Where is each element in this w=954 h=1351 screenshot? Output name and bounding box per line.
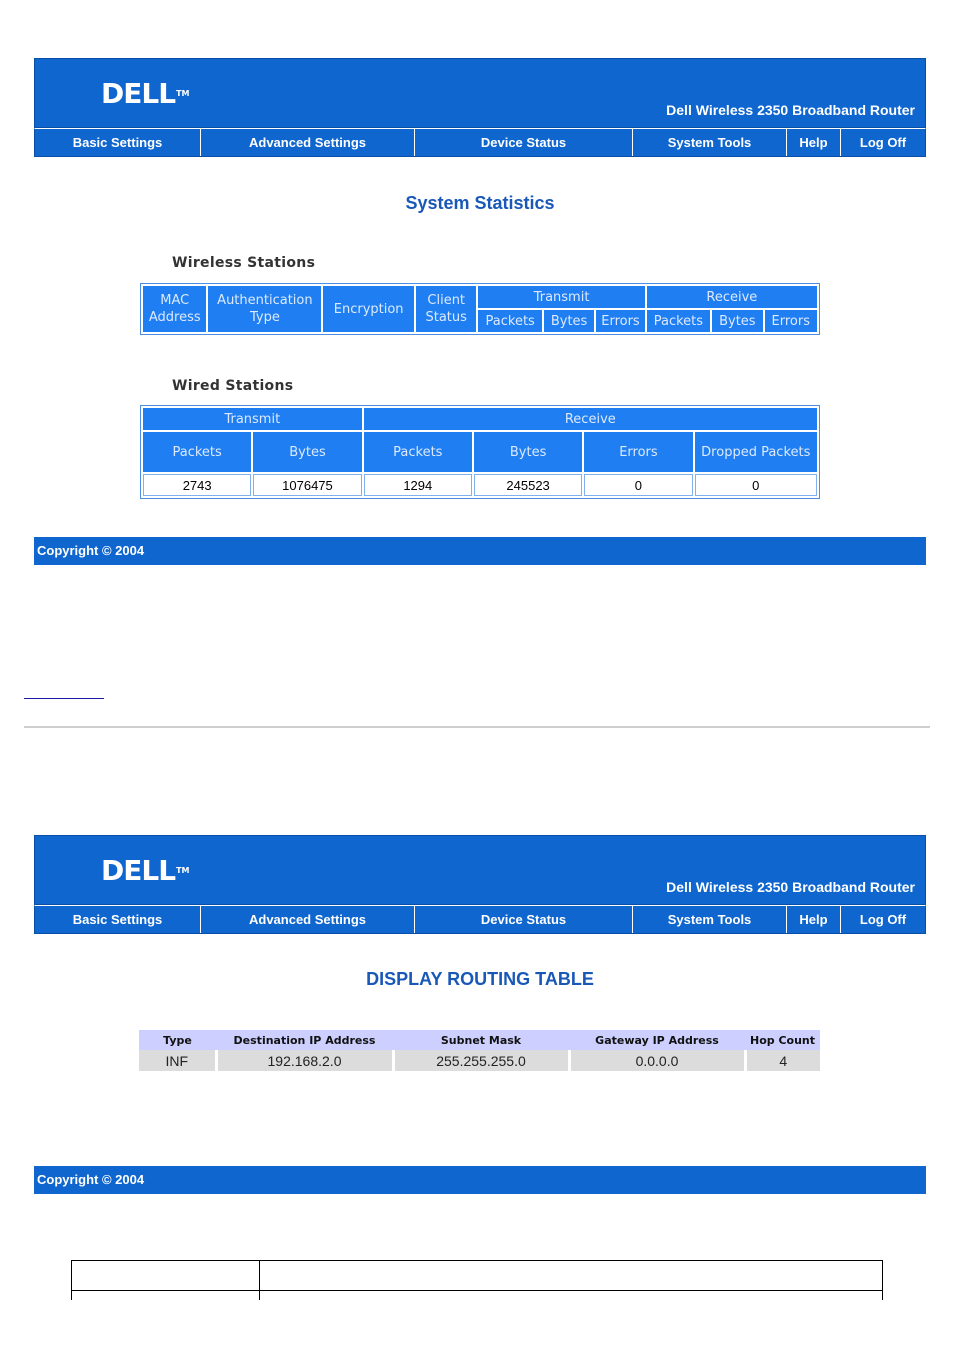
col-rx-dropped-packets: Dropped Packets bbox=[695, 432, 817, 472]
system-statistics-screenshot bbox=[34, 58, 926, 558]
group-receive: Receive bbox=[647, 286, 817, 308]
nav-advanced-settings[interactable]: Advanced Settings bbox=[201, 906, 415, 933]
empty-table bbox=[71, 1260, 883, 1300]
product-name: Dell Wireless 2350 Broadband Router bbox=[666, 102, 915, 118]
hop-count-value: 4 bbox=[745, 1050, 820, 1071]
col-client-status: Client Status bbox=[416, 286, 476, 332]
col-destination-ip: Destination IP Address bbox=[216, 1030, 393, 1050]
nav-system-tools[interactable]: System Tools bbox=[633, 906, 787, 933]
col-tx-packets: Packets bbox=[478, 310, 541, 332]
table-row bbox=[139, 1050, 820, 1071]
col-mac-address: MAC Address bbox=[143, 286, 206, 332]
tx-packets-value: 2743 bbox=[143, 474, 251, 496]
dell-logo: DELL™ bbox=[101, 854, 190, 887]
nav-log-off[interactable]: Log Off bbox=[859, 912, 907, 927]
col-tx-bytes: Bytes bbox=[544, 310, 594, 332]
table-row bbox=[143, 474, 817, 496]
page-title: DISPLAY ROUTING TABLE bbox=[366, 969, 594, 989]
dell-logo: DELL™ bbox=[101, 77, 190, 110]
group-receive: Receive bbox=[364, 408, 817, 430]
wireless-stations-label: Wireless Stations bbox=[172, 255, 316, 271]
nav-basic-settings[interactable]: Basic Settings bbox=[35, 906, 201, 933]
destination-ip-value: 192.168.2.0 bbox=[216, 1050, 393, 1071]
col-subnet-mask: Subnet Mask bbox=[393, 1030, 569, 1050]
col-type: Type bbox=[139, 1030, 216, 1050]
nav-advanced-settings[interactable]: Advanced Settings bbox=[201, 129, 415, 156]
table-column-divider bbox=[259, 1261, 260, 1300]
rx-packets-value: 1294 bbox=[364, 474, 472, 496]
col-tx-errors: Errors bbox=[596, 310, 644, 332]
group-transmit: Transmit bbox=[143, 408, 362, 430]
nav-help[interactable]: Help bbox=[787, 129, 841, 156]
col-hop-count: Hop Count bbox=[745, 1030, 820, 1050]
col-rx-packets: Packets bbox=[364, 432, 472, 472]
copyright-footer: Copyright © 2004 bbox=[34, 537, 926, 565]
subnet-mask-value: 255.255.255.0 bbox=[393, 1050, 569, 1071]
wireless-stations-table bbox=[140, 283, 820, 335]
horizontal-rule bbox=[24, 726, 930, 728]
main-nav bbox=[34, 905, 926, 934]
rx-dropped-value: 0 bbox=[695, 474, 817, 496]
col-authentication-type: Authentication Type bbox=[208, 286, 321, 332]
tx-bytes-value: 1076475 bbox=[253, 474, 361, 496]
group-transmit: Transmit bbox=[478, 286, 644, 308]
wired-stations-label: Wired Stations bbox=[172, 378, 294, 394]
page-title: System Statistics bbox=[405, 193, 555, 213]
link-underline[interactable] bbox=[24, 698, 104, 699]
col-tx-packets: Packets bbox=[143, 432, 251, 472]
col-rx-bytes: Bytes bbox=[712, 310, 762, 332]
router-banner bbox=[34, 835, 926, 905]
col-rx-packets: Packets bbox=[647, 310, 710, 332]
router-banner bbox=[34, 58, 926, 128]
rx-bytes-value: 245523 bbox=[474, 474, 582, 496]
product-name: Dell Wireless 2350 Broadband Router bbox=[666, 879, 915, 895]
nav-help[interactable]: Help bbox=[787, 906, 841, 933]
rx-errors-value: 0 bbox=[584, 474, 692, 496]
gateway-ip-value: 0.0.0.0 bbox=[569, 1050, 745, 1071]
nav-system-tools[interactable]: System Tools bbox=[633, 129, 787, 156]
nav-basic-settings[interactable]: Basic Settings bbox=[35, 129, 201, 156]
type-value: INF bbox=[139, 1050, 216, 1071]
col-encryption: Encryption bbox=[323, 286, 414, 332]
nav-log-off[interactable]: Log Off bbox=[859, 135, 907, 150]
col-tx-bytes: Bytes bbox=[253, 432, 361, 472]
routing-table-screenshot bbox=[34, 835, 926, 1187]
routing-table bbox=[139, 1030, 820, 1071]
col-rx-errors: Errors bbox=[765, 310, 817, 332]
main-nav bbox=[34, 128, 926, 157]
col-rx-bytes: Bytes bbox=[474, 432, 582, 472]
nav-device-status[interactable]: Device Status bbox=[415, 906, 633, 933]
wired-stations-table bbox=[140, 405, 820, 499]
col-gateway-ip: Gateway IP Address bbox=[569, 1030, 745, 1050]
col-rx-errors: Errors bbox=[584, 432, 692, 472]
table-divider bbox=[72, 1290, 882, 1291]
copyright-footer: Copyright © 2004 bbox=[34, 1166, 926, 1194]
nav-device-status[interactable]: Device Status bbox=[415, 129, 633, 156]
